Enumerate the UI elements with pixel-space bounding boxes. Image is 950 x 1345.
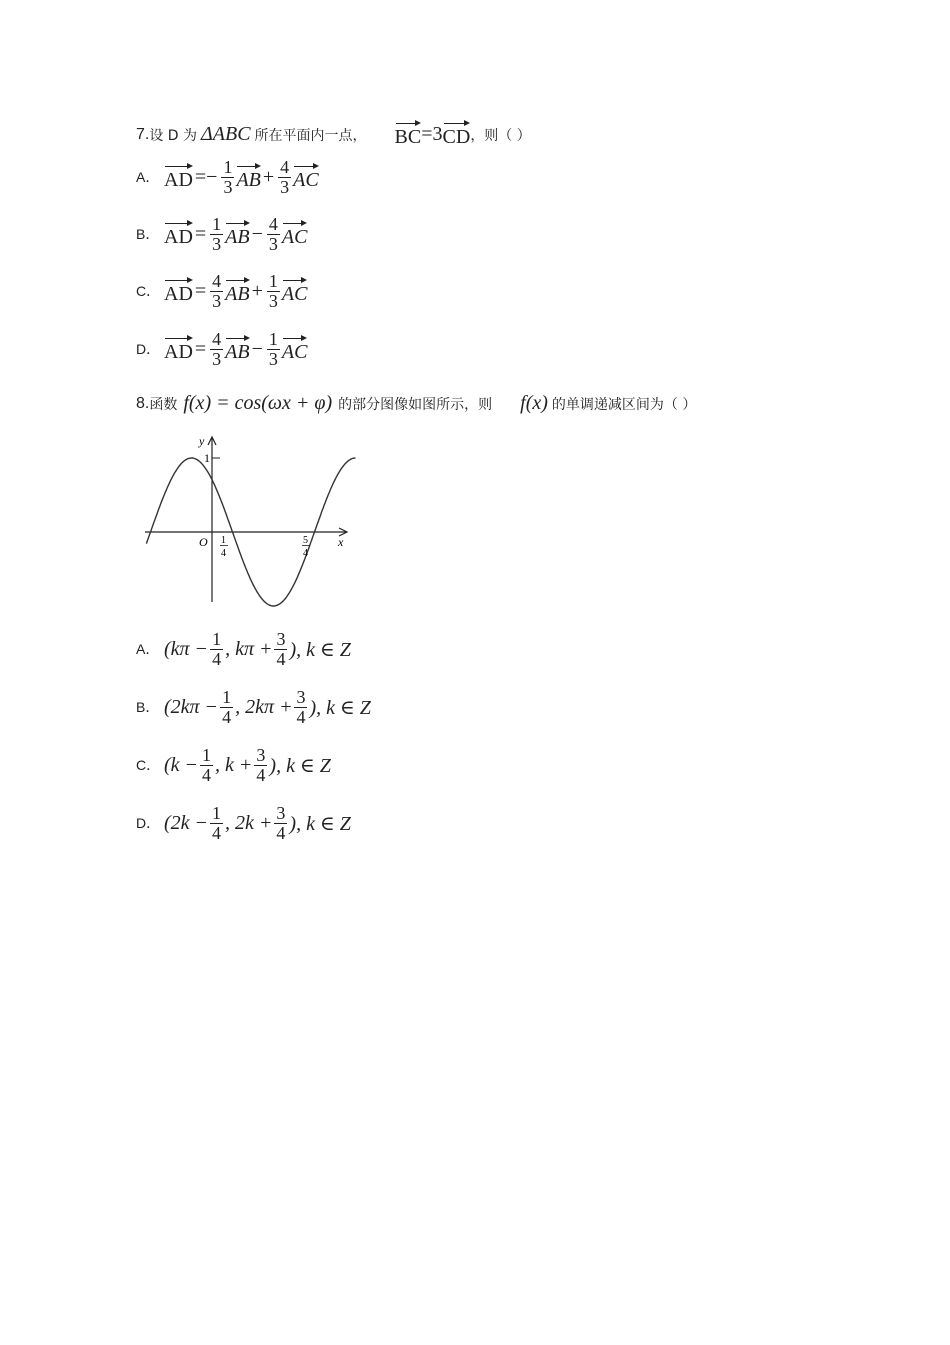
vector-ab: AB (225, 335, 249, 364)
vector-ad: AD (164, 220, 193, 249)
origin-label: O (199, 535, 208, 549)
vector-ad: AD (164, 163, 193, 192)
function-expression: f(x) = cos(ωx + φ) (183, 392, 333, 414)
q8-option-a[interactable] (136, 630, 351, 669)
fraction: $\frac{4}{3}$ (280, 157, 290, 197)
option-label: D． (136, 815, 161, 832)
option-label: A． (136, 169, 160, 186)
fraction: $\frac{1}{4}$ (212, 629, 222, 669)
interval-part: ), k ∈ Z (269, 754, 331, 777)
fraction: $\frac{3}{4}$ (276, 803, 286, 843)
fraction: $\frac{3}{4}$ (296, 687, 306, 727)
vector-condition (395, 120, 471, 149)
option-label: B． (136, 226, 160, 243)
interval-part: (2k − (164, 811, 209, 834)
vector-ac: AC (282, 335, 308, 364)
q7-option-a[interactable] (136, 158, 319, 197)
x-tick-label-numerator: 1 (221, 535, 226, 546)
interval-part: , 2kπ + (235, 695, 293, 718)
question-number: 7. (136, 125, 150, 143)
q7-option-b[interactable] (136, 215, 307, 254)
y-tick-label: 1 (204, 451, 210, 465)
vector-cd: CD (443, 120, 471, 149)
question-text: 的部分图像如图所示，则 (338, 396, 493, 413)
option-label: A． (136, 641, 160, 658)
interval-part: (kπ − (164, 637, 209, 660)
vector-ac: AC (282, 220, 308, 249)
fraction: $\frac{1}{3}$ (212, 214, 222, 254)
fraction: $\frac{4}{3}$ (212, 329, 222, 369)
question-7-stem (136, 120, 531, 149)
interval-part: , kπ + (225, 637, 273, 660)
fraction: $\frac{1}{3}$ (268, 271, 278, 311)
option-label: B． (136, 699, 160, 716)
vector-ac: AC (293, 163, 319, 192)
x-axis-label: x (338, 535, 344, 549)
x-tick-label-denominator: 4 (221, 548, 226, 559)
function-name: f(x) (520, 392, 548, 414)
vector-ac: AC (282, 277, 308, 306)
q7-option-d[interactable] (136, 330, 307, 369)
cosine-graph (140, 430, 360, 610)
option-label: C． (136, 283, 161, 300)
equation-operator: = (194, 337, 207, 360)
question-text: 所在平面内一点， (254, 127, 367, 144)
fraction: $\frac{3}{4}$ (276, 629, 286, 669)
vector-ad: AD (164, 277, 193, 306)
question-number: 8. (136, 394, 150, 412)
y-axis-label: y (199, 434, 205, 448)
equation-operator: = (194, 222, 207, 245)
vector-bc: BC (395, 120, 422, 149)
option-label: D． (136, 341, 161, 358)
fraction: $\frac{1}{3}$ (268, 329, 278, 369)
x-tick-label-numerator: 5 (303, 535, 308, 546)
triangle-label: ΔABC (201, 123, 251, 145)
fraction: $\frac{4}{3}$ (212, 271, 222, 311)
fraction: $\frac{1}{3}$ (223, 157, 233, 197)
equation-operator: − (251, 222, 263, 245)
interval-part: ), k ∈ Z (289, 812, 351, 835)
interval-part: (2kπ − (164, 695, 219, 718)
vector-ab: AB (236, 163, 260, 192)
x-tick-label-denominator: 4 (303, 548, 308, 559)
question-text: ，则（ ） (470, 127, 531, 144)
question-text: 的单调递减区间为（ ） (551, 396, 697, 413)
q8-option-d[interactable] (136, 804, 351, 843)
fraction: $\frac{1}{4}$ (202, 745, 212, 785)
equation-operator: + (262, 165, 275, 188)
fraction: $\frac{4}{3}$ (268, 214, 278, 254)
question-text: 函数 (149, 396, 178, 413)
option-label: C． (136, 757, 161, 774)
equation-operator: =− (194, 165, 218, 188)
interval-part: , k + (215, 753, 253, 776)
q8-option-c[interactable] (136, 746, 331, 785)
interval-part: ), k ∈ Z (309, 696, 371, 719)
interval-part: (k − (164, 753, 199, 776)
q7-option-c[interactable] (136, 272, 307, 311)
equation-operator: − (251, 337, 263, 360)
vector-ab: AB (225, 277, 249, 306)
q8-option-b[interactable] (136, 688, 371, 727)
vector-ab: AB (225, 220, 249, 249)
fraction: $\frac{1}{4}$ (212, 803, 222, 843)
interval-part: ), k ∈ Z (289, 638, 351, 661)
fraction: $\frac{1}{4}$ (222, 687, 232, 727)
equation-operator: = (194, 279, 207, 302)
interval-part: , 2k + (225, 811, 273, 834)
equation-operator: + (251, 279, 263, 302)
question-text: 设 D 为 (149, 127, 198, 144)
question-8-stem (136, 392, 696, 415)
fraction: $\frac{3}{4}$ (256, 745, 266, 785)
equation-operator: =3 (421, 123, 443, 145)
vector-ad: AD (164, 335, 193, 364)
